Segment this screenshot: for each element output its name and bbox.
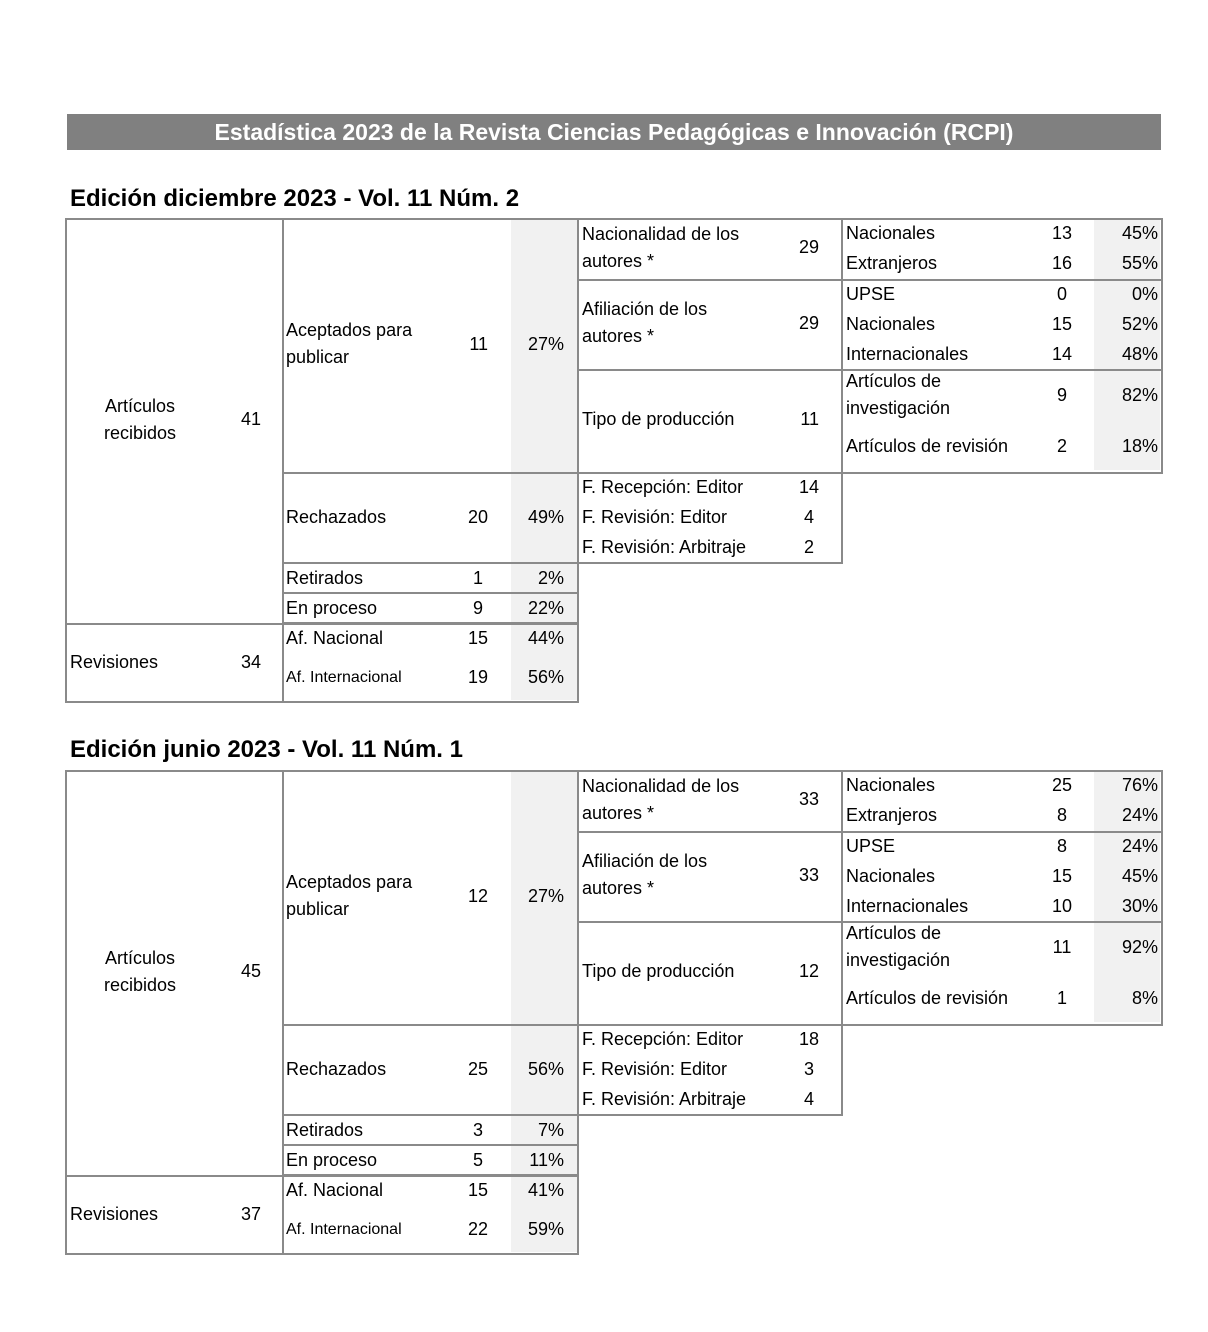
breakdown-label: UPSE xyxy=(846,284,896,304)
produccion-value: 11 xyxy=(800,409,819,429)
breakdown-label: Extranjeros xyxy=(846,805,938,825)
afiliacion-value: 33 xyxy=(798,865,819,885)
breakdown-label: Artículos de xyxy=(846,923,942,943)
produccion-value: 12 xyxy=(798,961,819,981)
breakdown-label: Nacionales xyxy=(846,223,936,243)
en-proceso-value: 5 xyxy=(472,1150,483,1170)
af-nacional-label: Af. Nacional xyxy=(286,1180,384,1200)
retirados-value: 1 xyxy=(472,568,483,588)
rechazo-detalle-value: 4 xyxy=(803,507,814,527)
retirados-pct: 7% xyxy=(537,1120,564,1140)
breakdown-value: 2 xyxy=(1056,436,1067,456)
breakdown-value: 0 xyxy=(1056,284,1067,304)
edition-heading: Edición diciembre 2023 - Vol. 11 Núm. 2 xyxy=(70,185,520,212)
breakdown-label: UPSE xyxy=(846,836,896,856)
afiliacion-label: Afiliación de los xyxy=(582,299,708,319)
en-proceso-pct: 22% xyxy=(527,598,564,618)
nacionalidad-value: 33 xyxy=(798,789,819,809)
rechazo-detalle-value: 18 xyxy=(798,1029,819,1049)
nacionalidad-label: Nacionalidad de los xyxy=(582,776,740,796)
aceptados-value: 12 xyxy=(467,886,488,906)
rechazados-value: 25 xyxy=(467,1059,488,1079)
breakdown-value: 25 xyxy=(1051,775,1073,795)
breakdown-pct: 24% xyxy=(1121,836,1158,856)
breakdown-pct: 48% xyxy=(1121,344,1158,364)
produccion-label: Tipo de producción xyxy=(582,961,735,981)
breakdown-value: 1 xyxy=(1056,988,1067,1008)
rechazados-pct: 56% xyxy=(527,1059,564,1079)
breakdown-pct: 0% xyxy=(1131,284,1158,304)
nacionalidad-label: autores * xyxy=(582,251,655,271)
en-proceso-pct: 11% xyxy=(529,1150,564,1170)
edition-table xyxy=(0,770,1208,1270)
rechazo-detalle-label: F. Recepción: Editor xyxy=(582,477,744,497)
breakdown-value: 16 xyxy=(1051,253,1073,273)
breakdown-label: Artículos de revisión xyxy=(846,988,1009,1008)
rechazados-pct: 49% xyxy=(527,507,564,527)
retirados-label: Retirados xyxy=(286,1120,364,1140)
breakdown-value: 8 xyxy=(1056,805,1067,825)
retirados-label: Retirados xyxy=(286,568,364,588)
breakdown-label: investigación xyxy=(846,950,951,970)
aceptados-label: Aceptados para xyxy=(286,320,413,340)
revisiones-value: 37 xyxy=(240,1204,261,1224)
breakdown-label: Internacionales xyxy=(846,896,969,916)
breakdown-pct: 30% xyxy=(1121,896,1158,916)
afiliacion-label: Afiliación de los xyxy=(582,851,708,871)
en-proceso-label: En proceso xyxy=(286,1150,378,1170)
breakdown-pct: 76% xyxy=(1121,775,1158,795)
breakdown-value: 9 xyxy=(1056,385,1067,405)
rechazo-detalle-label: F. Revisión: Editor xyxy=(582,1059,728,1079)
edition-table xyxy=(0,218,1208,718)
af-internacional-pct: 59% xyxy=(527,1219,564,1239)
revisiones-label: Revisiones xyxy=(70,652,159,672)
breakdown-value: 15 xyxy=(1051,314,1073,334)
rechazo-detalle-label: F. Revisión: Arbitraje xyxy=(582,537,747,557)
rechazo-detalle-value: 4 xyxy=(803,1089,814,1109)
breakdown-label: Extranjeros xyxy=(846,253,938,273)
af-internacional-value: 22 xyxy=(467,1219,488,1239)
aceptados-pct: 27% xyxy=(527,334,564,354)
rechazo-detalle-value: 3 xyxy=(803,1059,814,1079)
aceptados-pct: 27% xyxy=(527,886,564,906)
af-nacional-label: Af. Nacional xyxy=(286,628,384,648)
aceptados-label: Aceptados para xyxy=(286,872,413,892)
breakdown-pct: 18% xyxy=(1121,436,1158,456)
breakdown-value: 8 xyxy=(1056,836,1067,856)
af-internacional-label: Af. Internacional xyxy=(286,1221,402,1238)
breakdown-pct: 52% xyxy=(1121,314,1158,334)
produccion-label: Tipo de producción xyxy=(582,409,735,429)
breakdown-label: Artículos de xyxy=(846,371,942,391)
breakdown-pct: 92% xyxy=(1121,937,1158,957)
breakdown-label: Nacionales xyxy=(846,775,936,795)
page-title: Estadística 2023 de la Revista Ciencias Pedagógicas e Innovación (RCPI) xyxy=(67,114,1161,150)
afiliacion-label: autores * xyxy=(582,878,655,898)
rechazo-detalle-value: 14 xyxy=(798,477,819,497)
retirados-value: 3 xyxy=(472,1120,483,1140)
breakdown-value: 10 xyxy=(1051,896,1073,916)
aceptados-value: 11 xyxy=(469,334,488,354)
rechazo-detalle-label: F. Revisión: Editor xyxy=(582,507,728,527)
af-internacional-value: 19 xyxy=(467,667,488,687)
breakdown-label: Nacionales xyxy=(846,314,936,334)
breakdown-pct: 45% xyxy=(1121,223,1158,243)
af-nacional-value: 15 xyxy=(467,1180,488,1200)
rechazados-label: Rechazados xyxy=(286,507,387,527)
breakdown-pct: 45% xyxy=(1121,866,1158,886)
recibidos-label: Artículos xyxy=(104,396,176,416)
breakdown-label: Internacionales xyxy=(846,344,969,364)
nacionalidad-label: Nacionalidad de los xyxy=(582,224,740,244)
breakdown-value: 15 xyxy=(1051,866,1073,886)
breakdown-pct: 24% xyxy=(1121,805,1158,825)
nacionalidad-value: 29 xyxy=(798,237,819,257)
rechazo-detalle-value: 2 xyxy=(803,537,814,557)
retirados-pct: 2% xyxy=(537,568,564,588)
aceptados-label: publicar xyxy=(286,899,350,919)
breakdown-label: Artículos de revisión xyxy=(846,436,1009,456)
af-internacional-pct: 56% xyxy=(527,667,564,687)
aceptados-label: publicar xyxy=(286,347,350,367)
rechazo-detalle-label: F. Recepción: Editor xyxy=(582,1029,744,1049)
revisiones-value: 34 xyxy=(240,652,261,672)
rechazo-detalle-label: F. Revisión: Arbitraje xyxy=(582,1089,747,1109)
en-proceso-value: 9 xyxy=(472,598,483,618)
breakdown-pct: 8% xyxy=(1131,988,1158,1008)
recibidos-value: 41 xyxy=(240,409,261,429)
breakdown-pct: 82% xyxy=(1121,385,1158,405)
nacionalidad-label: autores * xyxy=(582,803,655,823)
breakdown-value: 11 xyxy=(1052,937,1072,957)
afiliacion-value: 29 xyxy=(798,313,819,333)
recibidos-label: Artículos xyxy=(104,948,176,968)
en-proceso-label: En proceso xyxy=(286,598,378,618)
breakdown-pct: 55% xyxy=(1121,253,1158,273)
af-internacional-label: Af. Internacional xyxy=(286,669,402,686)
breakdown-value: 13 xyxy=(1051,223,1073,243)
afiliacion-label: autores * xyxy=(582,326,655,346)
af-nacional-value: 15 xyxy=(467,628,488,648)
edition-heading: Edición junio 2023 - Vol. 11 Núm. 1 xyxy=(70,736,463,763)
breakdown-label: Nacionales xyxy=(846,866,936,886)
rechazados-label: Rechazados xyxy=(286,1059,387,1079)
recibidos-label: recibidos xyxy=(103,423,177,443)
af-nacional-pct: 41% xyxy=(527,1180,564,1200)
recibidos-value: 45 xyxy=(240,961,261,981)
revisiones-label: Revisiones xyxy=(70,1204,159,1224)
breakdown-label: investigación xyxy=(846,398,951,418)
af-nacional-pct: 44% xyxy=(527,628,564,648)
rechazados-value: 20 xyxy=(467,507,488,527)
breakdown-value: 14 xyxy=(1051,344,1073,364)
recibidos-label: recibidos xyxy=(103,975,177,995)
